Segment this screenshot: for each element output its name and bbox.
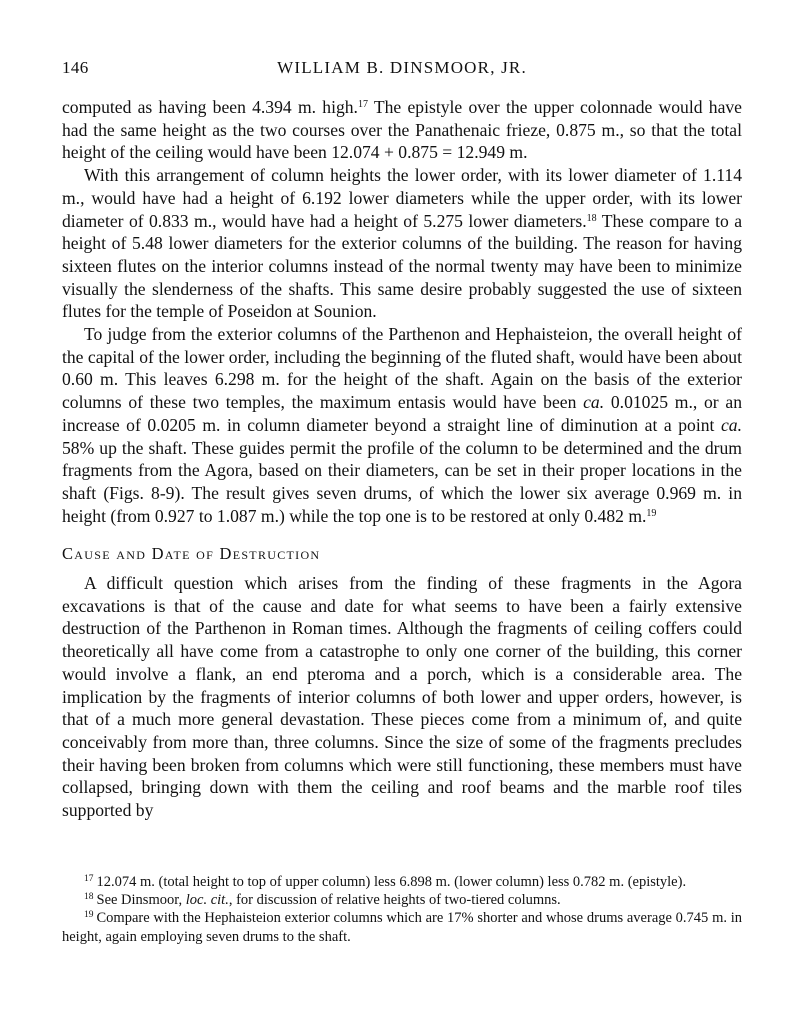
footnote-mark-19: 19 [84,910,94,921]
paragraph-3-italic-ca-1: ca. [583,392,605,413]
footnote-18-text-pre: See Dinsmoor, [96,892,186,909]
paragraph-2-text-a: With this arrangement of column heights the lower order, with its lower diameter of 1.114 m., would have had a height of 6.192 lower diameters while the upper order, with its lower diameter of 0.833 m., would have had a height of 5.275 lower diameters. [62,165,742,231]
paragraph-3-text-b: 0.01025 m., or an increase of 0.0205 m. in column diameter beyond a straight line of diminution at a point [62,392,742,435]
paragraph-3-text-a: To judge from the exterior columns of the Parthenon and Hephaisteion, the overall height of the capital of the lower order, including the beginning of the fluted shaft, would have been about 0.60 m. This leaves 6.298 m. for the height of the shaft. Again on the basis of the exterior columns of these two temples, the maximum entasis would have been [62,324,742,413]
paragraph-2 [62,164,742,323]
footnote-18-italic: loc. cit. [185,892,229,909]
paragraph-1-text-b: The epistyle over the upper colonnade would have had the same height as the two courses over the Panathenaic frieze, 0.875 m., so that the total height of the ceiling would have been 12.074 + 0.875 = 12.949 m. [62,97,742,163]
paragraph-3-text-c: 58% up the shaft. These guides permit the profile of the column to be determined and the drum fragments from the Agora, based on their diameters, can be set in their proper locations in the shaft (Figs. 8-9). The result gives seven drums, of which the lower six average 0.969 m. in height (from 0.927 to 1.087 m.) while the top one is to be restored at only 0.482 m. [62,437,742,526]
footnote-17 [62,873,742,891]
footnote-ref-17: 17 [357,99,368,110]
footnote-19 [62,909,742,945]
paragraph-1-text-a: computed as having been 4.394 m. high. [62,97,358,117]
paragraph-3 [62,323,742,527]
page-number: 146 [62,58,89,77]
paragraph-3-italic-ca-2: ca. [720,414,742,435]
footnote-ref-19: 19 [646,507,657,519]
paragraph-4: A difficult question which arises from the finding of these fragments in the Agora excavations is that of the cause and date for what seems to have been a fairly extensive destruction of the Parthenon in Roman times. Although the fragments of ceiling coffers could theoretically all have come from a catastrophe to only one corner of the building, this corner would involve a flank, an end pteroma and a porch, which is a considerable area. The implication by the fragments of interior columns of both lower and upper orders, however, is that of a much more general devastation. These pieces come from a minimum of, and quite conceivably from more than, three columns. Since the size of some of the fragments precludes their having been broken from columns which were still functioning, these members must have collapsed, bringing down with them the ceiling and roof beams and the marble roof tiles supported by [62,573,742,821]
footnotes [62,873,742,946]
page-header [62,58,742,82]
footnote-mark-18: 18 [84,892,94,903]
body-text [62,96,742,822]
footnote-18 [62,891,742,909]
footnote-17-text: 12.074 m. (total height to top of upper column) less 6.898 m. (lower column) less 0.782 m. (epistyle). [96,874,687,890]
running-head: WILLIAM B. DINSMOOR, JR. [277,58,527,77]
footnote-mark-17: 17 [84,874,94,884]
footnote-18-text-post: , for discussion of relative heights of two-tiered columns. [228,892,561,909]
footnote-ref-18: 18 [586,212,597,224]
paragraph-2-text-b: These compare to a height of 5.48 lower diameters for the exterior columns of the building. The reason for having sixteen flutes on the interior columns instead of the normal twenty may have been to minimize visually the slenderness of the shafts. This same desire probably suggested the use of sixteen flutes for the temple of Poseidon at Sounion. [62,210,742,322]
footnote-19-text: Compare with the Hephaisteion exterior columns which are 17% shorter and whose drums average 0.745 m. in height, again employing seven drums to the shaft. [62,910,742,945]
section-heading: Cause and Date of Destruction [62,544,321,564]
paragraph-1 [62,96,742,164]
